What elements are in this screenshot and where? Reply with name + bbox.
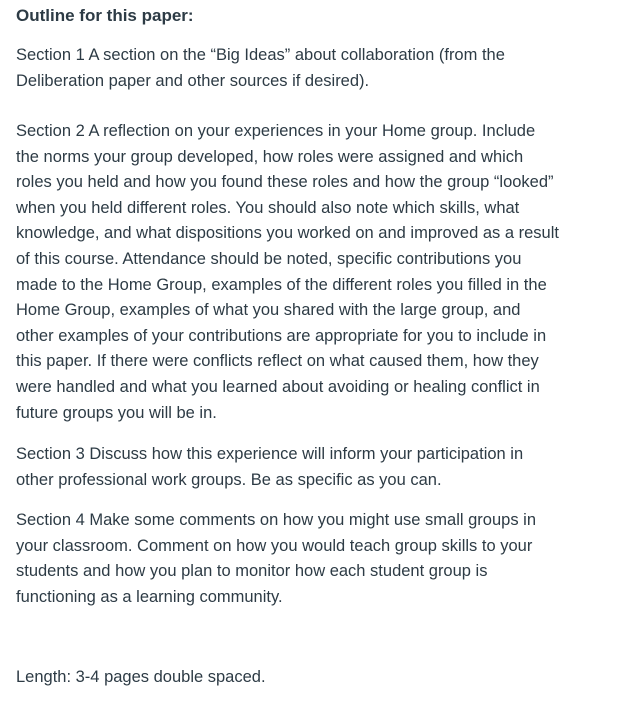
text-line: Section 4 Make some comments on how you might use small groups in: [16, 511, 536, 529]
text-line: future groups you will be in.: [16, 403, 217, 422]
text-line: the norms your group developed, how roles were assigned and which: [16, 147, 524, 166]
text-line: other examples of your contributions are appropriate for you to include in: [16, 326, 547, 345]
text-line: were handled and what you learned about avoiding or healing conflict in: [16, 377, 540, 396]
text-line: Section 2 A reflection on your experiences in your Home group. Include: [16, 122, 536, 140]
section-3-paragraph: [16, 442, 601, 493]
text-line: your classroom. Comment on how you would teach group skills to your: [16, 536, 533, 555]
text-line: Deliberation paper and other sources if desired).: [16, 71, 370, 90]
length-note: [16, 665, 601, 691]
text-line: Section 3 Discuss how this experience will inform your participation in: [16, 445, 524, 463]
outline-heading: Outline for this paper:: [16, 6, 194, 25]
section-1-paragraph: [16, 43, 601, 94]
text-line: of this course. Attendance should be noted, specific contributions you: [16, 249, 522, 268]
text-line: this paper. If there were conflicts reflect on what caused them, how they: [16, 352, 539, 371]
text-line: other professional work groups. Be as specific as you can.: [16, 470, 442, 489]
section-2-paragraph: [16, 119, 601, 426]
text-line: Section 1 A section on the “Big Ideas” about collaboration (from the: [16, 46, 505, 64]
text-line: functioning as a learning community.: [16, 587, 283, 606]
text-line: Home Group, examples of what you shared with the large group, and: [16, 301, 521, 320]
text-line: Length: 3-4 pages double spaced.: [16, 668, 266, 686]
section-4-paragraph: [16, 508, 601, 610]
text-line: roles you held and how you found these roles and how the group “looked”: [16, 173, 554, 192]
text-line: made to the Home Group, examples of the different roles you filled in the: [16, 275, 547, 294]
text-line: when you held different roles. You should also note which skills, what: [16, 198, 520, 217]
text-line: knowledge, and what dispositions you worked on and improved as a result: [16, 224, 559, 243]
text-line: students and how you plan to monitor how each student group is: [16, 562, 488, 581]
